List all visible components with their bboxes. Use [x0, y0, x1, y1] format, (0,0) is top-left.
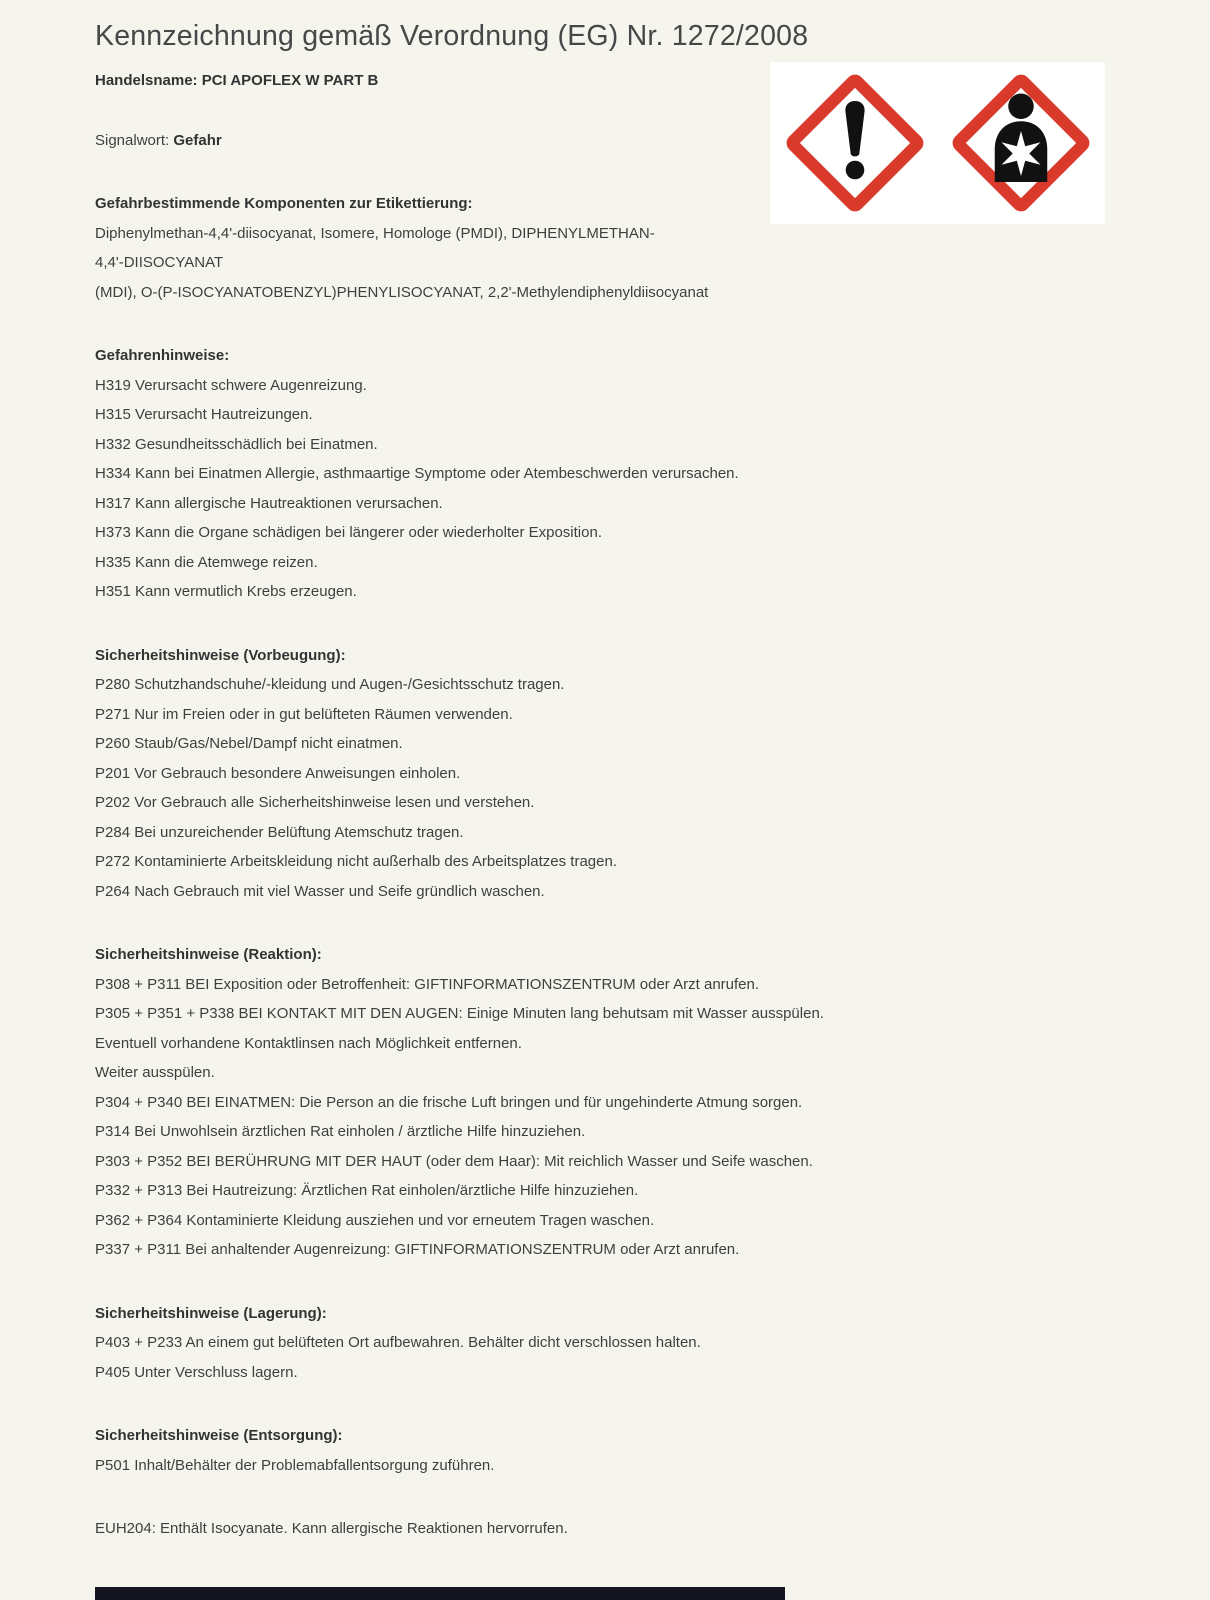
response-statement-line: P337 + P311 Bei anhaltender Augenreizung: GIFTINFORMATIONSZENTRUM oder Arzt anrufen.: [95, 1241, 740, 1258]
precaution-statement-line: P201 Vor Gebrauch besondere Anweisungen einholen.: [95, 764, 461, 782]
hazard-statement-line: H332 Gesundheitsschädlich bei Einatmen.: [95, 435, 378, 453]
hazard-statement-line: H334 Kann bei Einatmen Allergie, asthmaartige Symptome oder Atembeschwerden verursachen.: [95, 465, 739, 482]
text-line: Diphenylmethan-4,4'-diisocyanat, Isomere, Homologe (PMDI), DIPHENYLMETHAN-: [95, 224, 655, 242]
precaution-statement-line: P260 Staub/Gas/Nebel/Dampf nicht einatmen.: [95, 735, 403, 752]
signal-word-value: Gefahr: [173, 131, 222, 149]
health-hazard-pictogram: [946, 68, 1096, 218]
section-heading-lagerung: Sicherheitshinweise (Lagerung):: [95, 1304, 327, 1322]
section-heading-gefahrenhinweise: Gefahrenhinweise:: [95, 347, 230, 364]
section-heading-entsorgung: Sicherheitshinweise (Entsorgung):: [95, 1427, 343, 1444]
section-heading-komponenten: Gefahrbestimmende Komponenten zur Etikettierung:: [95, 195, 473, 212]
text-line: 4,4'-DIISOCYANAT: [95, 254, 224, 271]
storage-statement-line: P405 Unter Verschluss lagern.: [95, 1363, 298, 1381]
response-statement-line: P303 + P352 BEI BERÜHRUNG MIT DER HAUT (oder dem Haar): Mit reichlich Wasser und Seife waschen.: [95, 1152, 813, 1170]
response-statement-line: P305 + P351 + P338 BEI KONTAKT MIT DEN AUGEN: Einige Minuten lang behutsam mit Wasser ausspülen.: [95, 1005, 824, 1022]
response-statement-line: P362 + P364 Kontaminierte Kleidung ausziehen und vor erneutem Tragen waschen.: [95, 1211, 655, 1229]
exclamation-mark-pictogram: [780, 68, 930, 218]
precaution-statement-line: P272 Kontaminierte Arbeitskleidung nicht außerhalb des Arbeitsplatzes tragen.: [95, 853, 617, 870]
disposal-statement-line: P501 Inhalt/Behälter der Problemabfallentsorgung zuführen.: [95, 1456, 495, 1474]
signal-word-label: Signalwort:: [95, 131, 170, 149]
section-lines-gefahrenhinweise: [95, 371, 1170, 607]
section-vorbeugung: [95, 641, 1170, 907]
euh-statement-line: EUH204: Enthält Isocyanate. Kann allergische Reaktionen hervorrufen.: [95, 1520, 568, 1537]
hazard-statement-line: H315 Verursacht Hautreizungen.: [95, 406, 313, 423]
text-line: (MDI), O-(P-ISOCYANATOBENZYL)PHENYLISOCYANAT, 2,2'-Methylendiphenyldiisocyanat: [95, 283, 709, 301]
hazard-statement-line: H319 Verursacht schwere Augenreizung.: [95, 376, 367, 394]
precaution-statement-line: P202 Vor Gebrauch alle Sicherheitshinweise lesen und verstehen.: [95, 794, 535, 811]
response-statement-line: P304 + P340 BEI EINATMEN: Die Person an die frische Luft bringen und für ungehinderte Atmung sorgen.: [95, 1093, 803, 1111]
precaution-statement-line: P264 Nach Gebrauch mit viel Wasser und Seife gründlich waschen.: [95, 882, 545, 900]
precaution-statement-line: P271 Nur im Freien oder in gut belüfteten Räumen verwenden.: [95, 705, 513, 723]
section-reaktion: [95, 940, 1170, 1265]
response-statement-line: P314 Bei Unwohlsein ärztlichen Rat einholen / ärztliche Hilfe hinzuziehen.: [95, 1123, 586, 1140]
section-gefahrenhinweise: [95, 341, 1170, 607]
hazard-statement-line: H351 Kann vermutlich Krebs erzeugen.: [95, 583, 357, 600]
section-heading-vorbeugung: Sicherheitshinweise (Vorbeugung):: [95, 646, 346, 664]
section-lines-entsorgung: [95, 1451, 1170, 1481]
ghs-pictogram-panel: [770, 62, 1105, 224]
footer-bar: [95, 1587, 785, 1600]
section-lines-vorbeugung: [95, 670, 1170, 906]
section-entsorgung: [95, 1421, 1170, 1480]
response-statement-line: Weiter ausspülen.: [95, 1064, 215, 1081]
trade-name-line: Handelsname: PCI APOFLEX W PART B: [95, 72, 379, 89]
section-lines-komponenten: [95, 219, 1170, 308]
response-statement-line: Eventuell vorhandene Kontaktlinsen nach Möglichkeit entfernen.: [95, 1034, 522, 1052]
precaution-statement-line: P280 Schutzhandschuhe/-kleidung und Augen-/Gesichtsschutz tragen.: [95, 676, 565, 693]
precaution-statement-line: P284 Bei unzureichender Belüftung Atemschutz tragen.: [95, 823, 464, 841]
response-statement-line: P332 + P313 Bei Hautreizung: Ärztlichen Rat einholen/ärztliche Hilfe hinzuziehen.: [95, 1182, 639, 1199]
page-title: Kennzeichnung gemäß Verordnung (EG) Nr. 1272/2008: [95, 20, 809, 52]
hazard-statement-line: H335 Kann die Atemwege reizen.: [95, 553, 318, 571]
hazard-statement-line: H317 Kann allergische Hautreaktionen verursachen.: [95, 494, 443, 512]
hazard-statement-line: H373 Kann die Organe schädigen bei längerer oder wiederholter Exposition.: [95, 524, 602, 541]
section-lagerung: [95, 1299, 1170, 1388]
section-lines-lagerung: [95, 1328, 1170, 1387]
storage-statement-line: P403 + P233 An einem gut belüfteten Ort aufbewahren. Behälter dicht verschlossen halten.: [95, 1334, 701, 1351]
section-heading-reaktion: Sicherheitshinweise (Reaktion):: [95, 946, 322, 963]
response-statement-line: P308 + P311 BEI Exposition oder Betroffenheit: GIFTINFORMATIONSZENTRUM oder Arzt anrufen.: [95, 975, 760, 993]
section-lines-reaktion: [95, 970, 1170, 1265]
